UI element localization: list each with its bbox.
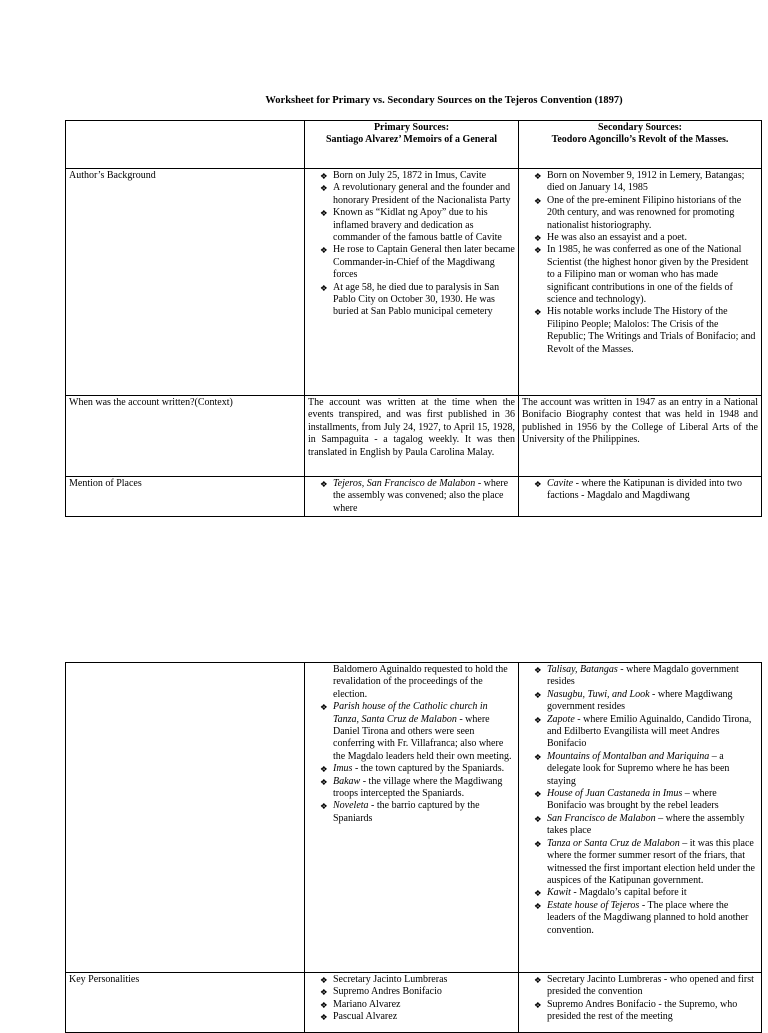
bullet-list	[522, 478, 758, 503]
list-item: ❖ In 1985, he was conferred as one of the National Scientist (the highest honor given by the President to a Filipino man or woman who has made significant contributions in one of the fields of science and technology).	[522, 244, 758, 306]
place-description: – where the assembly takes place	[547, 812, 745, 837]
list-item: ❖ Born on July 25, 1872 in Imus, Cavite	[308, 170, 515, 182]
list-item: ❖ He was also an essayist and a poet.	[522, 232, 758, 244]
comparison-table-bottom	[65, 662, 762, 1033]
places-primary-cell-continued	[305, 663, 519, 973]
list-item	[522, 714, 758, 751]
primary-header-line1: Primary Sources:	[373, 122, 450, 133]
bullet-list	[308, 170, 515, 319]
place-description: - where Magdalo government resides	[547, 664, 739, 688]
list-item: ❖ One of the pre-eminent Filipino historians of the 20th century, and was renowned for promoting nationalist historiography.	[522, 195, 758, 232]
list-item: ❖ Pascual Alvarez	[308, 1011, 515, 1023]
comparison-table-top	[65, 120, 762, 517]
place-description: - where the Katipunan is divided into two factions - Magdalo and Magdiwang	[547, 478, 742, 502]
place-description: – it was this place where the former summer resort of the friars, that witnessed the first important election held under the auspices of the Katipunan government.	[547, 837, 755, 886]
list-item	[522, 664, 758, 689]
list-item	[308, 763, 515, 775]
list-item	[522, 689, 758, 714]
list-item-continued: Baldomero Aguinaldo requested to hold the revalidation of the proceedings of the election.	[333, 664, 508, 700]
row-label: Mention of Places	[66, 477, 305, 517]
secondary-header-line1: Secondary Sources:	[598, 122, 682, 133]
place-description: - The place where the leaders of the Magdiwang planned to hold another convention.	[547, 899, 749, 936]
bullet-list	[308, 478, 515, 515]
context-secondary-cell: The account was written in 1947 as an entry in a National Bonifacio Biography contest that was held in 1948 and published in 1956 by the College of Liberal Arts of the University of the Philippines.	[519, 396, 762, 477]
place-description: - Magdalo’s capital before it	[570, 887, 687, 899]
list-item: ❖ At age 58, he died due to paralysis in San Pablo City on October 30, 1930. He was buried at San Pablo municipal cemetery	[308, 282, 515, 319]
list-item: ❖ Born on November 9, 1912 in Lemery, Batangas; died on January 14, 1985	[522, 170, 758, 195]
list-item: ❖ Mariano Alvarez	[308, 999, 515, 1011]
table-header-row	[66, 121, 762, 169]
place-name: Imus	[333, 763, 353, 775]
list-item: ❖ He rose to Captain General then later became Commander-in-Chief of the Magdiwang forces	[308, 244, 515, 281]
list-item	[308, 800, 515, 825]
header-blank-cell	[66, 121, 305, 169]
context-primary-cell: The account was written at the time when the events transpired, and was first published in 36 installments, from July 24, 1927, to April 15, 1928, in Sampaguita - a tagalog weekly. It was then translated in English by Paula Carolina Malay.	[305, 396, 519, 477]
worksheet-title: Worksheet for Primary vs. Secondary Sources on the Tejeros Convention (1897)	[265, 95, 623, 106]
table-row-places-continued	[66, 663, 762, 973]
list-item: ❖ Secretary Jacinto Lumbreras	[308, 974, 515, 986]
list-item	[522, 887, 758, 899]
list-item	[522, 478, 758, 503]
row-label: Key Personalities	[66, 973, 305, 1033]
secondary-header-cell	[519, 121, 762, 169]
place-name: Cavite	[547, 478, 574, 489]
list-item	[522, 788, 758, 813]
place-name: Parish house of the Catholic church in Tanza, Santa Cruz de Malabon	[333, 701, 488, 725]
place-description: - where Emilio Aguinaldo, Candido Tirona, and Edilberto Evangilista will meet Andres Bonifacio	[547, 713, 752, 750]
primary-header-cell	[305, 121, 519, 169]
place-description: – a delegate look for Supremo where he has been staying	[547, 750, 730, 787]
place-name: Talisay, Batangas	[547, 664, 618, 675]
secondary-header-line2: Teodoro Agoncillo’s Revolt of the Masses.	[551, 134, 729, 146]
bullet-list	[522, 664, 758, 937]
list-item: ❖ Supremo Andres Bonifacio - the Supremo, who presided the rest of the meeting	[522, 999, 758, 1024]
place-name: Mountains of Montalban and Mariquina	[547, 750, 710, 762]
table-row-background	[66, 169, 762, 396]
place-description: - where Magdiwang government resides	[547, 688, 733, 713]
list-item	[308, 478, 515, 515]
place-name: Zapote	[547, 713, 575, 725]
list-item	[308, 701, 515, 763]
place-description: - where Daniel Tirona and others were seen conferring with Fr. Villafranca; also where the Magdalo leaders held their own meeting.	[333, 713, 512, 762]
row-label: When was the account written?(Context)	[66, 396, 305, 477]
primary-header-line2: Santiago Alvarez’ Memoirs of a General	[326, 134, 497, 146]
list-item	[308, 776, 515, 801]
background-secondary-cell	[519, 169, 762, 396]
bullet-list	[308, 664, 515, 825]
place-name: Nasugbu, Tuwi, and Look	[547, 688, 650, 700]
row-label: Author’s Background	[66, 169, 305, 396]
list-item: ❖ Known as “Kidlat ng Apoy” due to his inflamed bravery and dedication as commander of the famous battle of Cavite	[308, 207, 515, 244]
bullet-list	[522, 170, 758, 356]
places-primary-cell	[305, 477, 519, 517]
table-row-places	[66, 477, 762, 517]
place-name: Tejeros, San Francisco de Malabon	[333, 478, 476, 489]
places-secondary-cell-continued	[519, 663, 762, 973]
row-label-empty	[66, 663, 305, 973]
list-item	[522, 813, 758, 838]
place-description: – where Bonifacio was brought by the rebel leaders	[547, 788, 719, 812]
list-item	[522, 900, 758, 937]
list-item: ❖ His notable works include The History of the Filipino People; Malolos: The Crisis of the Republic; The Writings and Trials of Bonifacio; and Revolt of the Masses.	[522, 306, 758, 356]
place-name: Kawit	[547, 887, 571, 899]
place-description: - the village where the Magdiwang troops intercepted the Spaniards.	[333, 775, 503, 800]
list-item: ❖ A revolutionary general and the founder and honorary President of the Nacionalista Party	[308, 182, 515, 207]
place-description: - the town captured by the Spaniards.	[352, 763, 505, 775]
place-name: House of Juan Castaneda in Imus	[547, 788, 683, 800]
background-primary-cell	[305, 169, 519, 396]
place-name: Noveleta	[333, 800, 369, 812]
list-item: ❖ Supremo Andres Bonifacio	[308, 986, 515, 998]
place-name: Bakaw	[333, 775, 361, 787]
list-item: ❖ Secretary Jacinto Lumbreras - who opened and first presided the convention	[522, 974, 758, 999]
places-secondary-cell	[519, 477, 762, 517]
list-item	[522, 751, 758, 788]
table-row-context	[66, 396, 762, 477]
bullet-list	[522, 974, 758, 1024]
bullet-list	[308, 974, 515, 1024]
place-name: San Francisco de Malabon	[547, 812, 656, 824]
list-item	[522, 838, 758, 888]
place-description: - where the assembly was convened; also the place where	[333, 478, 509, 514]
place-name: Tanza or Santa Cruz de Malabon	[547, 837, 680, 849]
place-name: Estate house of Tejeros	[547, 899, 640, 911]
place-description: - the barrio captured by the Spaniards	[333, 800, 480, 824]
